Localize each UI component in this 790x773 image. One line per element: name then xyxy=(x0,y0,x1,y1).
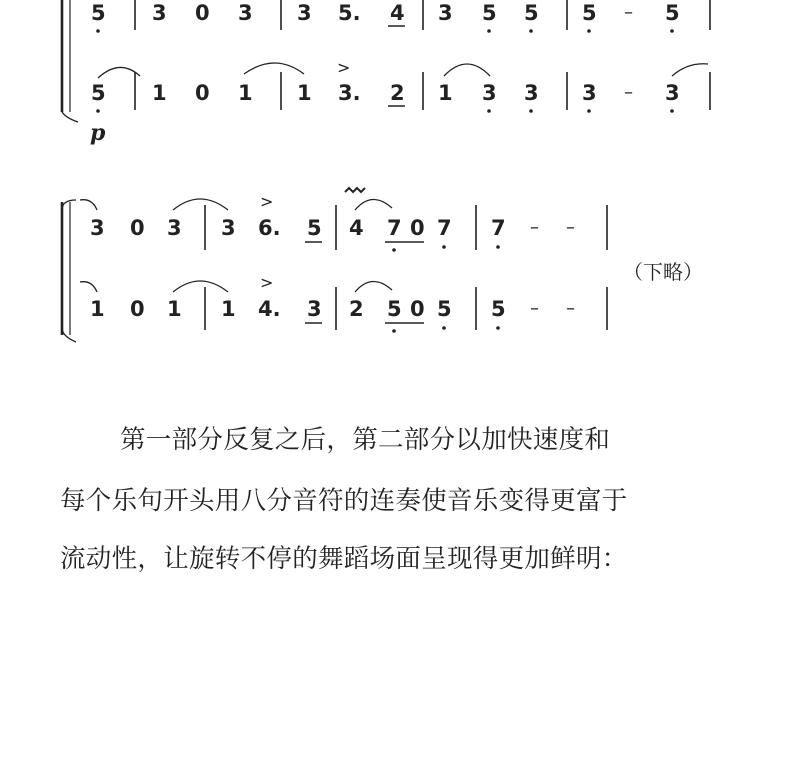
note: 3 xyxy=(582,81,597,105)
sustain-dash: – xyxy=(530,298,539,319)
note: 2 xyxy=(390,81,405,105)
trill-icon xyxy=(345,188,365,192)
note: 4 xyxy=(349,216,364,240)
score-system-1 xyxy=(62,0,710,146)
note: 6. xyxy=(258,216,281,240)
low-dot xyxy=(96,29,100,33)
note: 1 xyxy=(221,297,236,321)
note: 5 xyxy=(491,297,506,321)
sustain-dash: – xyxy=(530,217,539,238)
note: 7 xyxy=(387,216,402,240)
note: 0 xyxy=(410,216,425,240)
note: 5 xyxy=(482,1,497,25)
sustain-dash: – xyxy=(566,217,575,238)
low-dot xyxy=(529,29,533,33)
low-dot xyxy=(487,29,491,33)
paragraph-line-3: 流动性，让旋转不停的舞蹈场面呈现得更加鲜明： xyxy=(60,544,628,574)
slur xyxy=(80,200,97,210)
note: 3 xyxy=(438,1,453,25)
accent-mark: > xyxy=(260,192,274,211)
note: 1 xyxy=(438,81,453,105)
note: 3 xyxy=(90,216,105,240)
note: 5 xyxy=(437,297,452,321)
sustain-dash: – xyxy=(566,298,575,319)
note: 3 xyxy=(167,216,182,240)
accent-mark: > xyxy=(337,58,351,77)
note: 1 xyxy=(152,81,167,105)
slur xyxy=(672,64,708,76)
note: 7 xyxy=(437,216,452,240)
note: 3 xyxy=(152,1,167,25)
accent-mark: > xyxy=(260,273,274,292)
note: 5. xyxy=(338,1,361,25)
low-dot xyxy=(529,109,533,113)
sustain-dash: – xyxy=(624,82,633,103)
low-dot xyxy=(496,245,500,249)
note: 3 xyxy=(238,1,253,25)
slur xyxy=(80,282,97,292)
slur xyxy=(98,67,140,78)
note: 3 xyxy=(482,81,497,105)
slur xyxy=(355,281,392,292)
note: 5 xyxy=(387,297,402,321)
note: 4 xyxy=(390,1,405,25)
note: 7 xyxy=(491,216,506,240)
sustain-dash: – xyxy=(624,2,633,23)
note: 0 xyxy=(195,81,210,105)
note: 0 xyxy=(130,297,145,321)
low-dot xyxy=(496,326,500,330)
note: 5 xyxy=(91,81,106,105)
note: 3. xyxy=(338,81,361,105)
score-system-2 xyxy=(62,188,607,342)
note: 2 xyxy=(349,297,364,321)
slur xyxy=(244,63,304,74)
low-dot xyxy=(587,29,591,33)
omission-note: （下略） xyxy=(623,260,703,284)
note: 3 xyxy=(307,297,322,321)
slur xyxy=(355,199,392,210)
bracket-brace xyxy=(62,200,76,342)
note: 3 xyxy=(221,216,236,240)
low-dot xyxy=(442,326,446,330)
low-dot xyxy=(587,109,591,113)
bracket-hook xyxy=(62,112,78,122)
note: 0 xyxy=(195,1,210,25)
low-dot xyxy=(670,109,674,113)
note: 5 xyxy=(91,1,106,25)
note: 0 xyxy=(130,216,145,240)
low-dot xyxy=(392,248,396,252)
note: 5 xyxy=(524,1,539,25)
note: 1 xyxy=(167,297,182,321)
note: 1 xyxy=(297,81,312,105)
note: 3 xyxy=(297,1,312,25)
low-dot xyxy=(670,29,674,33)
low-dot xyxy=(487,109,491,113)
low-dot xyxy=(96,109,100,113)
low-dot xyxy=(442,245,446,249)
slur xyxy=(444,64,490,76)
note: 0 xyxy=(410,297,425,321)
dynamic-mark: p xyxy=(90,120,106,146)
note: 1 xyxy=(90,297,105,321)
low-dot xyxy=(392,329,396,333)
slur xyxy=(173,281,228,292)
note: 3 xyxy=(524,81,539,105)
paragraph-line-1: 第一部分反复之后，第二部分以加快速度和 xyxy=(120,425,611,455)
paragraph-line-2: 每个乐句开头用八分音符的连奏使音乐变得更富于 xyxy=(60,486,628,516)
note: 5 xyxy=(307,216,322,240)
numbered-notation-score xyxy=(0,0,790,360)
note: 5 xyxy=(582,1,597,25)
note: 5 xyxy=(665,1,680,25)
note: 1 xyxy=(238,81,253,105)
note: 4. xyxy=(258,297,281,321)
note: 3 xyxy=(665,81,680,105)
slur xyxy=(173,199,228,210)
